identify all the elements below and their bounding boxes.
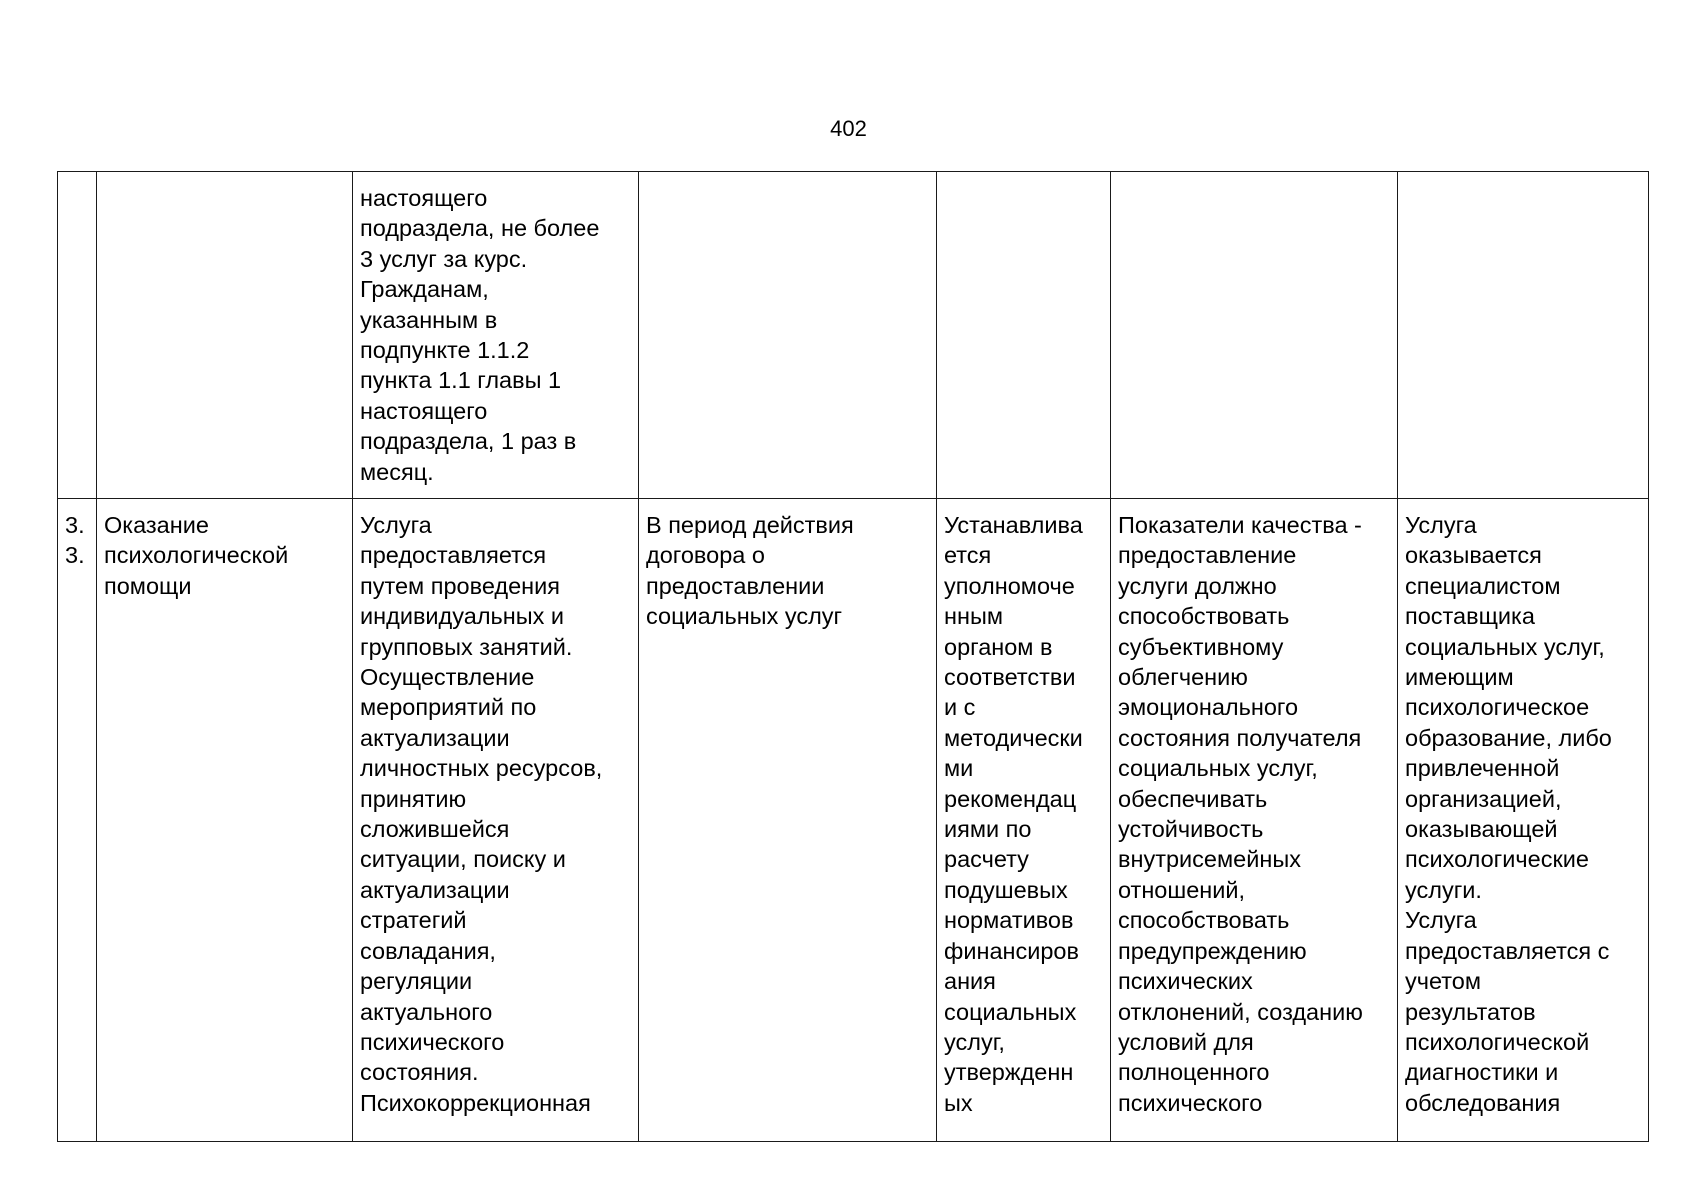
service-period-cell bbox=[639, 172, 937, 499]
service-name: Оказание психологической помощи bbox=[104, 512, 289, 599]
page-number: 402 bbox=[830, 116, 867, 141]
service-description-cell bbox=[353, 172, 639, 499]
row-number: 3. 3. bbox=[65, 512, 85, 569]
services-table bbox=[57, 171, 1649, 1142]
service-period-cell bbox=[639, 499, 937, 1142]
quality-indicators: Показатели качества - предоставление услуги должно способствовать субъективному облегчению эмоционального состояния получателя социальных услуг, обеспечивать устойчивость внутрисемейных отношений, способствовать предупреждению психических отклонений, созданию условий для полноценного психического bbox=[1118, 512, 1363, 1116]
service-cost: Устанавлива ется уполномоче нным органом в соответстви и с методически ми рекомендац иями по расчету подушевых нормативов финансиров ания социальных услуг, утвержденн ых bbox=[944, 512, 1083, 1116]
service-conditions: Услуга оказывается специалистом поставщика социальных услуг, имеющим психологическое образование, либо привлеченной организацией, оказывающей психологические услуги. Услуга предоставляется с учетом результатов психологической диагностики и обследования bbox=[1405, 512, 1612, 1116]
service-cost-cell bbox=[937, 499, 1111, 1142]
service-cost-cell bbox=[937, 172, 1111, 499]
service-conditions-cell bbox=[1398, 172, 1649, 499]
table-row bbox=[58, 499, 1649, 1142]
table-row bbox=[58, 172, 1649, 499]
quality-indicators-cell bbox=[1111, 499, 1398, 1142]
service-period: В период действия договора о предоставлении социальных услуг bbox=[646, 512, 854, 630]
service-description: Услуга предоставляется путем проведения индивидуальных и групповых занятий. Осуществление мероприятий по актуализации личностных ресурсов, принятию сложившейся ситуации, поиску и актуализации стратегий совладания, регуляции актуального психического состояния. Психокоррекционная bbox=[360, 512, 603, 1116]
row-number-cell bbox=[58, 172, 97, 499]
service-description-cell bbox=[353, 499, 639, 1142]
service-name-cell bbox=[97, 499, 353, 1142]
quality-indicators-cell bbox=[1111, 172, 1398, 499]
row-number-cell bbox=[58, 499, 97, 1142]
service-conditions-cell bbox=[1398, 499, 1649, 1142]
service-name-cell bbox=[97, 172, 353, 499]
service-description: настоящего подраздела, не более 3 услуг за курс. Гражданам, указанным в подпункте 1.1.2 пункта 1.1 главы 1 настоящего подраздела, 1 раз в месяц. bbox=[360, 185, 600, 485]
